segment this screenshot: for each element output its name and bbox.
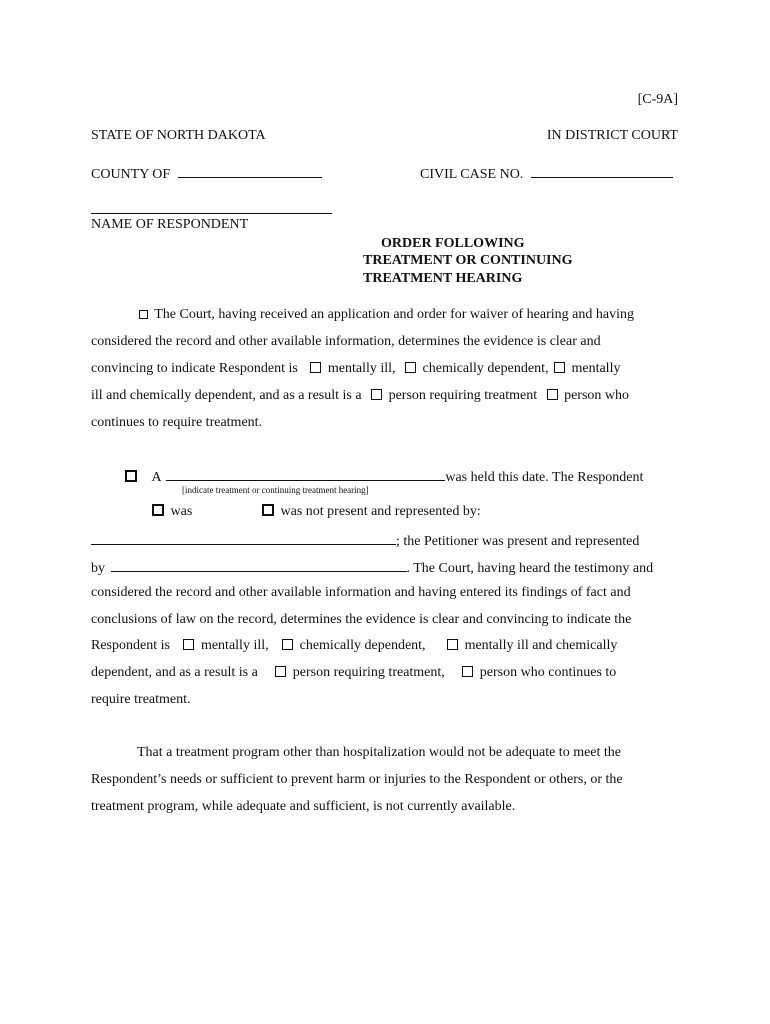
petitioner-text: ; the Petitioner was present and represented: [396, 534, 640, 549]
mi-and-chem-label-2: mentally ill and chemically: [464, 638, 618, 653]
person-requiring-label-2: person requiring treatment,: [292, 665, 445, 680]
chem-dependent-label-1: chemically dependent,: [422, 361, 549, 376]
form-id: [C-9A]: [637, 92, 678, 107]
waiver-checkbox[interactable]: [139, 310, 148, 319]
chem-dependent-checkbox-2[interactable]: [282, 639, 293, 650]
hearing-checkbox[interactable]: [125, 470, 137, 482]
county-label: COUNTY OF: [91, 167, 171, 182]
county-blank[interactable]: [178, 164, 322, 178]
section2-line-b: conclusions of law on the record, determines the evidence is clear and convincing to indicate the: [91, 612, 632, 627]
was-not-label: was not present and represented by:: [280, 504, 481, 519]
by-label: by: [91, 561, 105, 576]
dep-result-text: dependent, and as a result is a: [91, 665, 258, 680]
respondent-representative-blank[interactable]: [91, 531, 396, 545]
court-heard-text: . The Court, having heard the testimony and: [406, 561, 654, 576]
person-continues-label-2: person who continues to: [479, 665, 617, 680]
section2-dep-line: [91, 665, 616, 681]
title-line-3: TREATMENT HEARING: [363, 271, 523, 286]
section3-line3: treatment program, while adequate and sufficient, is not currently available.: [91, 799, 516, 814]
held-text: was held this date. The Respondent: [445, 470, 644, 485]
state-label: STATE OF NORTH DAKOTA: [91, 128, 266, 143]
section1-text-3: convincing to indicate Respondent is: [91, 361, 298, 376]
mi-and-chem-checkbox-1[interactable]: [554, 362, 565, 373]
mentally-ill-checkbox-2[interactable]: [183, 639, 194, 650]
section2-resp-line: [91, 638, 617, 654]
section1-line4: [91, 388, 629, 404]
person-continues-label-1: person who: [564, 388, 630, 403]
was-present-checkbox[interactable]: [152, 504, 164, 516]
section2-require-line: require treatment.: [91, 692, 191, 707]
was-not-option: [260, 504, 481, 520]
was-label: was: [170, 504, 193, 519]
was-not-present-checkbox[interactable]: [262, 504, 274, 516]
mi-and-chem-label-1: mentally: [571, 361, 621, 376]
person-requiring-label-1: person requiring treatment: [388, 388, 538, 403]
case-number-field: [420, 164, 673, 183]
person-requiring-checkbox-1[interactable]: [371, 389, 382, 400]
court-label: IN DISTRICT COURT: [546, 128, 678, 143]
petitioner-representative-blank[interactable]: [111, 558, 407, 572]
mentally-ill-label-1: mentally ill,: [327, 361, 396, 376]
person-continues-checkbox-1[interactable]: [547, 389, 558, 400]
case-number-label: CIVIL CASE NO.: [420, 167, 524, 182]
section2-line1: [123, 467, 643, 486]
person-requiring-checkbox-2[interactable]: [275, 666, 286, 677]
respondent-name-blank[interactable]: [91, 200, 332, 214]
section1-line5: continues to require treatment.: [91, 415, 263, 430]
section1-line1: [137, 307, 634, 323]
section1-text-1: The Court, having received an application and order for waiver of hearing and having: [154, 307, 634, 322]
title-line-1: ORDER FOLLOWING: [381, 236, 525, 251]
section1-line2: considered the record and other available information, determines the evidence is clear and: [91, 334, 601, 349]
section1-line3: [91, 361, 620, 377]
section2-by-line: [91, 558, 653, 577]
chem-dependent-checkbox-1[interactable]: [405, 362, 416, 373]
chem-dependent-label-2: chemically dependent,: [299, 638, 426, 653]
county-field: [91, 164, 322, 183]
respondent-label: NAME OF RESPONDENT: [91, 217, 249, 232]
section1-text-4: ill and chemically dependent, and as a result is a: [91, 388, 362, 403]
resp-is-text: Respondent is: [91, 638, 170, 653]
mentally-ill-label-2: mentally ill,: [200, 638, 269, 653]
mentally-ill-checkbox-1[interactable]: [310, 362, 321, 373]
person-continues-checkbox-2[interactable]: [462, 666, 473, 677]
was-option: [150, 504, 192, 520]
a-label: A: [151, 470, 161, 485]
section2-line-a: considered the record and other available information and having entered its findings of fact and: [91, 585, 631, 600]
mi-and-chem-checkbox-2[interactable]: [447, 639, 458, 650]
section2-represented-line: [91, 531, 639, 550]
section3-line1: That a treatment program other than hospitalization would not be adequate to meet the: [137, 745, 622, 760]
hearing-type-blank[interactable]: [166, 467, 445, 481]
title-line-2: TREATMENT OR CONTINUING: [363, 253, 573, 268]
hearing-type-hint: [indicate treatment or continuing treatment hearing]: [182, 485, 369, 495]
section3-line2: Respondent’s needs or sufficient to prevent harm or injuries to the Respondent or others, or the: [91, 772, 623, 787]
case-number-blank[interactable]: [531, 164, 673, 178]
